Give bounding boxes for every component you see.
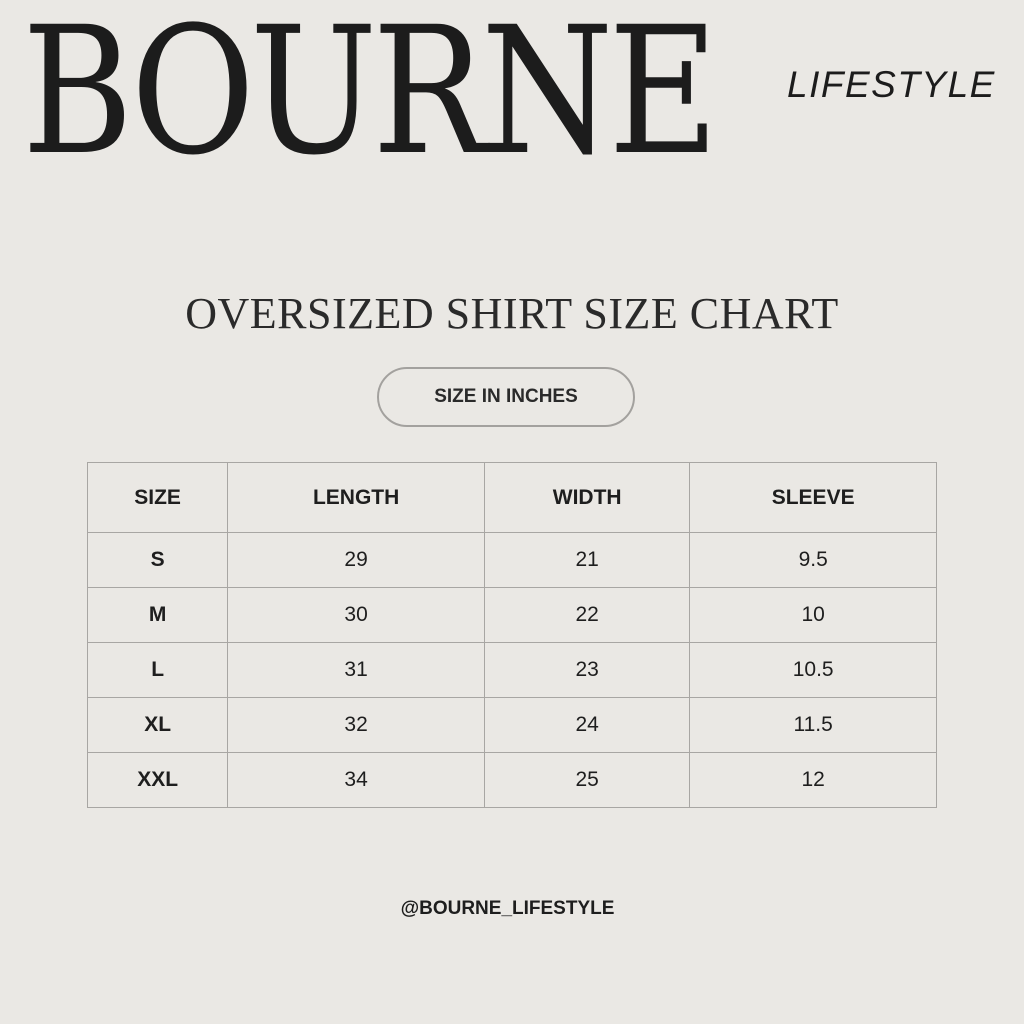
length-cell: 29 xyxy=(228,533,485,588)
brand-sub-logo: LIFESTYLE xyxy=(787,64,996,105)
size-cell: M xyxy=(88,588,228,643)
table-row xyxy=(88,588,937,643)
unit-label: SIZE IN INCHES xyxy=(434,386,578,407)
size-cell: S xyxy=(88,533,228,588)
table-row xyxy=(88,698,937,753)
size-cell: L xyxy=(88,643,228,698)
header-length: LENGTH xyxy=(228,463,485,533)
table-header-row xyxy=(88,463,937,533)
table-row xyxy=(88,753,937,808)
length-cell: 30 xyxy=(228,588,485,643)
table-row xyxy=(88,533,937,588)
width-cell: 21 xyxy=(485,533,690,588)
social-handle: @BOURNE_LIFESTYLE xyxy=(400,898,615,919)
header-size: SIZE xyxy=(88,463,228,533)
width-cell: 25 xyxy=(485,753,690,808)
sleeve-cell: 10 xyxy=(690,588,937,643)
length-cell: 34 xyxy=(228,753,485,808)
sleeve-cell: 12 xyxy=(690,753,937,808)
length-cell: 32 xyxy=(228,698,485,753)
sleeve-cell: 11.5 xyxy=(690,698,937,753)
width-cell: 24 xyxy=(485,698,690,753)
sleeve-cell: 10.5 xyxy=(690,643,937,698)
size-table xyxy=(87,462,937,808)
unit-pill xyxy=(377,367,635,427)
header-width: WIDTH xyxy=(485,463,690,533)
header-sleeve: SLEEVE xyxy=(690,463,937,533)
sleeve-cell: 9.5 xyxy=(690,533,937,588)
width-cell: 23 xyxy=(485,643,690,698)
chart-title: OVERSIZED SHIRT SIZE CHART xyxy=(185,289,839,338)
width-cell: 22 xyxy=(485,588,690,643)
size-cell: XXL xyxy=(88,753,228,808)
size-cell: XL xyxy=(88,698,228,753)
brand-logo: BOURNE xyxy=(22,0,714,194)
table-row xyxy=(88,643,937,698)
length-cell: 31 xyxy=(228,643,485,698)
